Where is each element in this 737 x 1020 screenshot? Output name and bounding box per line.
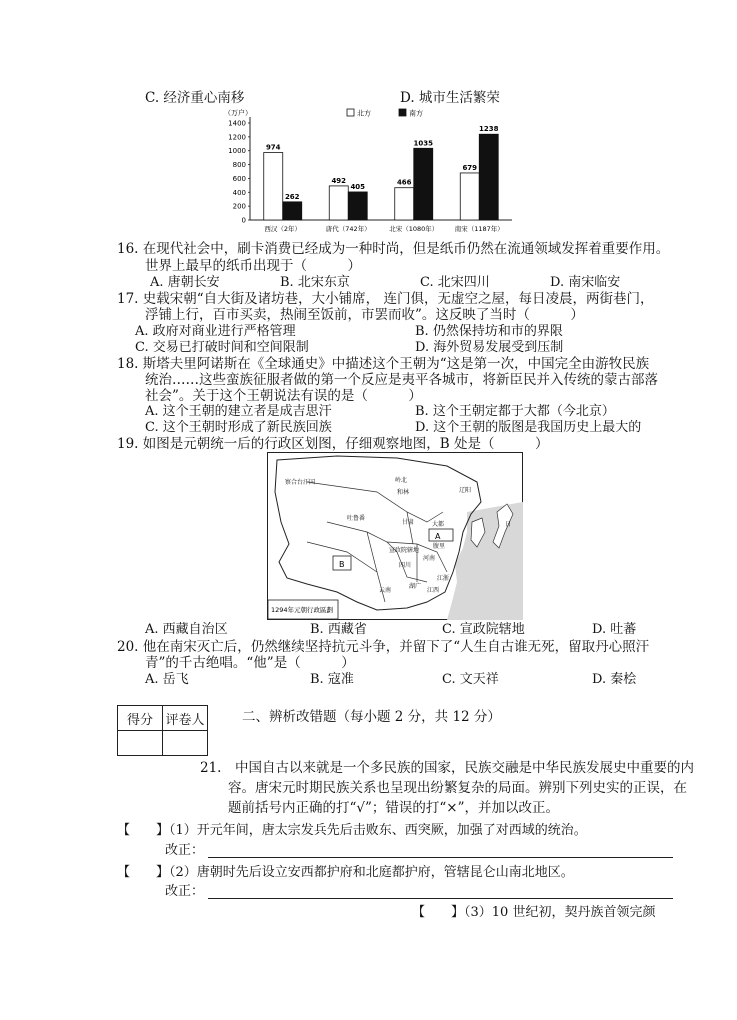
q16-stem-line1: 16. 在现代社会中，刷卡消费已经成为一种时尚，但是纸币仍然在流通领域发挥着重要作用。 [117,241,670,257]
household-bar-chart [220,103,520,243]
legend-swatch-south [399,109,406,116]
map-label-yunnan: 云南 [379,587,392,594]
q20-stem-line2: 青”的千古绝唱。“他”是（ ） [145,655,355,671]
bar-value-label: 679 [462,163,478,172]
y-tick-label: 0 [241,216,246,225]
bar-value-label: 1238 [479,125,499,134]
map-label-liaoyang: 辽阳 [459,487,472,494]
bar-value-label: 974 [265,143,281,152]
q21-item-1-fix-line[interactable] [208,857,673,858]
bar-south [479,134,498,220]
legend-label-south: 南方 [409,109,423,118]
q18-option-c: C. 这个王朝时形成了新民族回族 [145,420,332,435]
bar-value-label: 492 [331,176,347,185]
q18-stem-line1: 18. 斯塔夫里阿诺斯在《全球通史》中描述这个王朝为“这是第一次，中国完全由游牧民族 [117,356,650,372]
q21-item-2-fix-line[interactable] [208,898,673,899]
q20-option-d: D. 秦桧 [592,672,637,687]
x-tick-label: 唐代（742年） [325,225,371,233]
q18-stem-line3: 社会”。关于这个王朝说法有误的是（ ） [145,388,422,404]
y-tick-label: 800 [232,161,246,170]
map-label-dadu: 大都 [432,521,445,528]
map-label-fuli: 腹里 [433,543,446,550]
score-cell[interactable] [118,731,163,756]
q18-option-d: D. 这个王朝的版图是我国历史上最大的 [415,420,642,435]
bar-value-label: 1035 [413,139,433,148]
q19-stem-line1: 19. 如图是元朝统一后的行政区划图，仔细观察地图，B 处是（ ） [117,436,549,452]
bar-south [283,202,302,220]
bar-value-label: 466 [396,178,412,187]
map-label-helin: 和林 [397,489,410,496]
q19-option-a: A. 西藏自治区 [145,622,228,637]
q19-option-b: B. 西藏省 [310,622,367,637]
q17-option-b: B. 仍然保持坊和市的界限 [415,324,563,339]
map-label-chagatai: 察合台汗国 [285,479,316,486]
y-tick-label: 200 [232,202,246,211]
q15-option-c: C. 经济重心南移 [145,90,245,106]
q17-option-c: C. 交易已打破时间和空间限制 [135,340,309,355]
legend-label-north: 北方 [357,109,371,118]
q21-stem-line1: 21. 中国自古以来就是一个多民族的国家，民族交融是中华民族发展史中重要的内 [200,760,694,776]
x-tick-label: 西汉（2年） [264,225,302,233]
yuan-dynasty-map [267,452,523,620]
bar-north [395,188,414,220]
map-label-turpan: 吐鲁番 [347,515,366,522]
map-label-jiangxi: 江西 [427,587,440,594]
map-label-japan: 日 [505,521,512,528]
q19-option-d: D. 吐蕃 [592,622,637,637]
reviewer-label: 评卷人 [163,706,208,731]
map-label-huguang: 湖广 [409,583,422,590]
q20-option-b: B. 寇准 [310,672,354,687]
bar-south [348,192,367,220]
map-label-sichuan: 四川 [399,562,412,569]
q17-stem-line2: 浮铺上行，百市买卖，热闹至饭前，市罢而收”。这反映了当时（ ） [145,307,584,323]
q17-option-a: A. 政府对商业进行严格管理 [135,324,296,339]
q20-option-a: A. 岳飞 [145,672,189,687]
q15-option-d: D. 城市生活繁荣 [400,90,500,106]
q21-stem-line3: 题前括号内正确的打“√”；错误的打“×”，并加以改正。 [228,800,560,816]
score-table [117,705,208,756]
q18-stem-line2: 统治……这些蛮族征服者做的第一个反应是夷平各城市，将新臣民并入传统的蒙古部落 [145,372,658,388]
q17-stem-line1: 17. 史载宋朝“自大街及诸坊巷，大小铺席， 连门俱，无虚空之屋，每日凌晨，两街巷门， [117,291,654,307]
q21-item-3: 【 】（3）10 世纪初，契丹族首领完颜 [412,905,656,920]
section2-title: 二、辨析改错题（每小题 2 分，共 12 分） [242,709,501,725]
bar-north [460,173,479,220]
map-caption: 1294年元朝行政區劃 [271,606,334,614]
bar-north [264,153,283,220]
y-tick-label: 1200 [228,133,246,142]
q17-option-d: D. 海外贸易发展受到压制 [415,340,564,355]
y-tick-label: 600 [232,174,246,183]
q21-item-2: 【 】（2）唐朝时先后设立安西都护府和北庭都护府，管辖昆仑山南北地区。 [117,865,574,880]
q20-option-c: C. 文天祥 [442,672,499,687]
bar-value-label: 262 [284,192,300,201]
bar-north [329,186,348,220]
q16-option-a: A. 唐朝长安 [150,275,220,290]
q18-option-b: B. 这个王朝定都于大都（今北京） [415,404,615,419]
map-label-gansu: 甘肃 [402,519,415,526]
score-label: 得分 [118,706,163,731]
map-label-lingbei: 岭北 [395,477,408,484]
map-marker-b: B [339,560,345,569]
x-tick-label: 北宋（1080年） [389,225,439,233]
q21-item-2-fix-label: 改正： [165,884,205,899]
y-tick-label: 1400 [228,119,246,128]
map-label-henan: 河南 [423,555,436,562]
q16-option-d: D. 南宋临安 [550,275,621,290]
y-tick-label: 1000 [228,147,246,156]
y-axis-label: （万户） [224,109,252,117]
bar-south [414,148,433,220]
x-tick-label: 南宋（1187年） [454,225,504,233]
map-marker-a: A [435,532,441,541]
q19-option-c: C. 宣政院辖地 [442,622,525,637]
map-label-jiangzhe: 江浙 [437,575,450,582]
q18-option-a: A. 这个王朝的建立者是成吉思汗 [145,404,332,419]
q16-option-c: C. 北宋四川 [420,275,490,290]
legend-swatch-north [347,109,354,116]
y-tick-label: 400 [232,188,246,197]
q21-item-1-fix-label: 改正： [165,843,205,858]
q20-stem-line1: 20. 他在南宋灭亡后，仍然继续坚持抗元斗争，并留下了“人生自古谁无死，留取丹心照汗 [117,639,650,655]
bar-value-label: 405 [350,182,366,191]
q21-stem-line2: 容。唐宋元时期民族关系也呈现出纷繁复杂的局面。辨别下列史实的正误，在 [228,780,687,796]
q21-item-1: 【 】（1）开元年间，唐太宗发兵先后击败东、西突厥，加强了对西域的统治。 [117,823,587,838]
reviewer-cell[interactable] [163,731,208,756]
q16-stem-line2: 世界上最早的纸币出现于（ ） [145,258,361,274]
map-label-xuanzhengyuan: 宣政院辖地 [389,547,420,554]
map-marker-a-box [429,529,453,541]
q16-option-b: B. 北宋东京 [280,275,350,290]
